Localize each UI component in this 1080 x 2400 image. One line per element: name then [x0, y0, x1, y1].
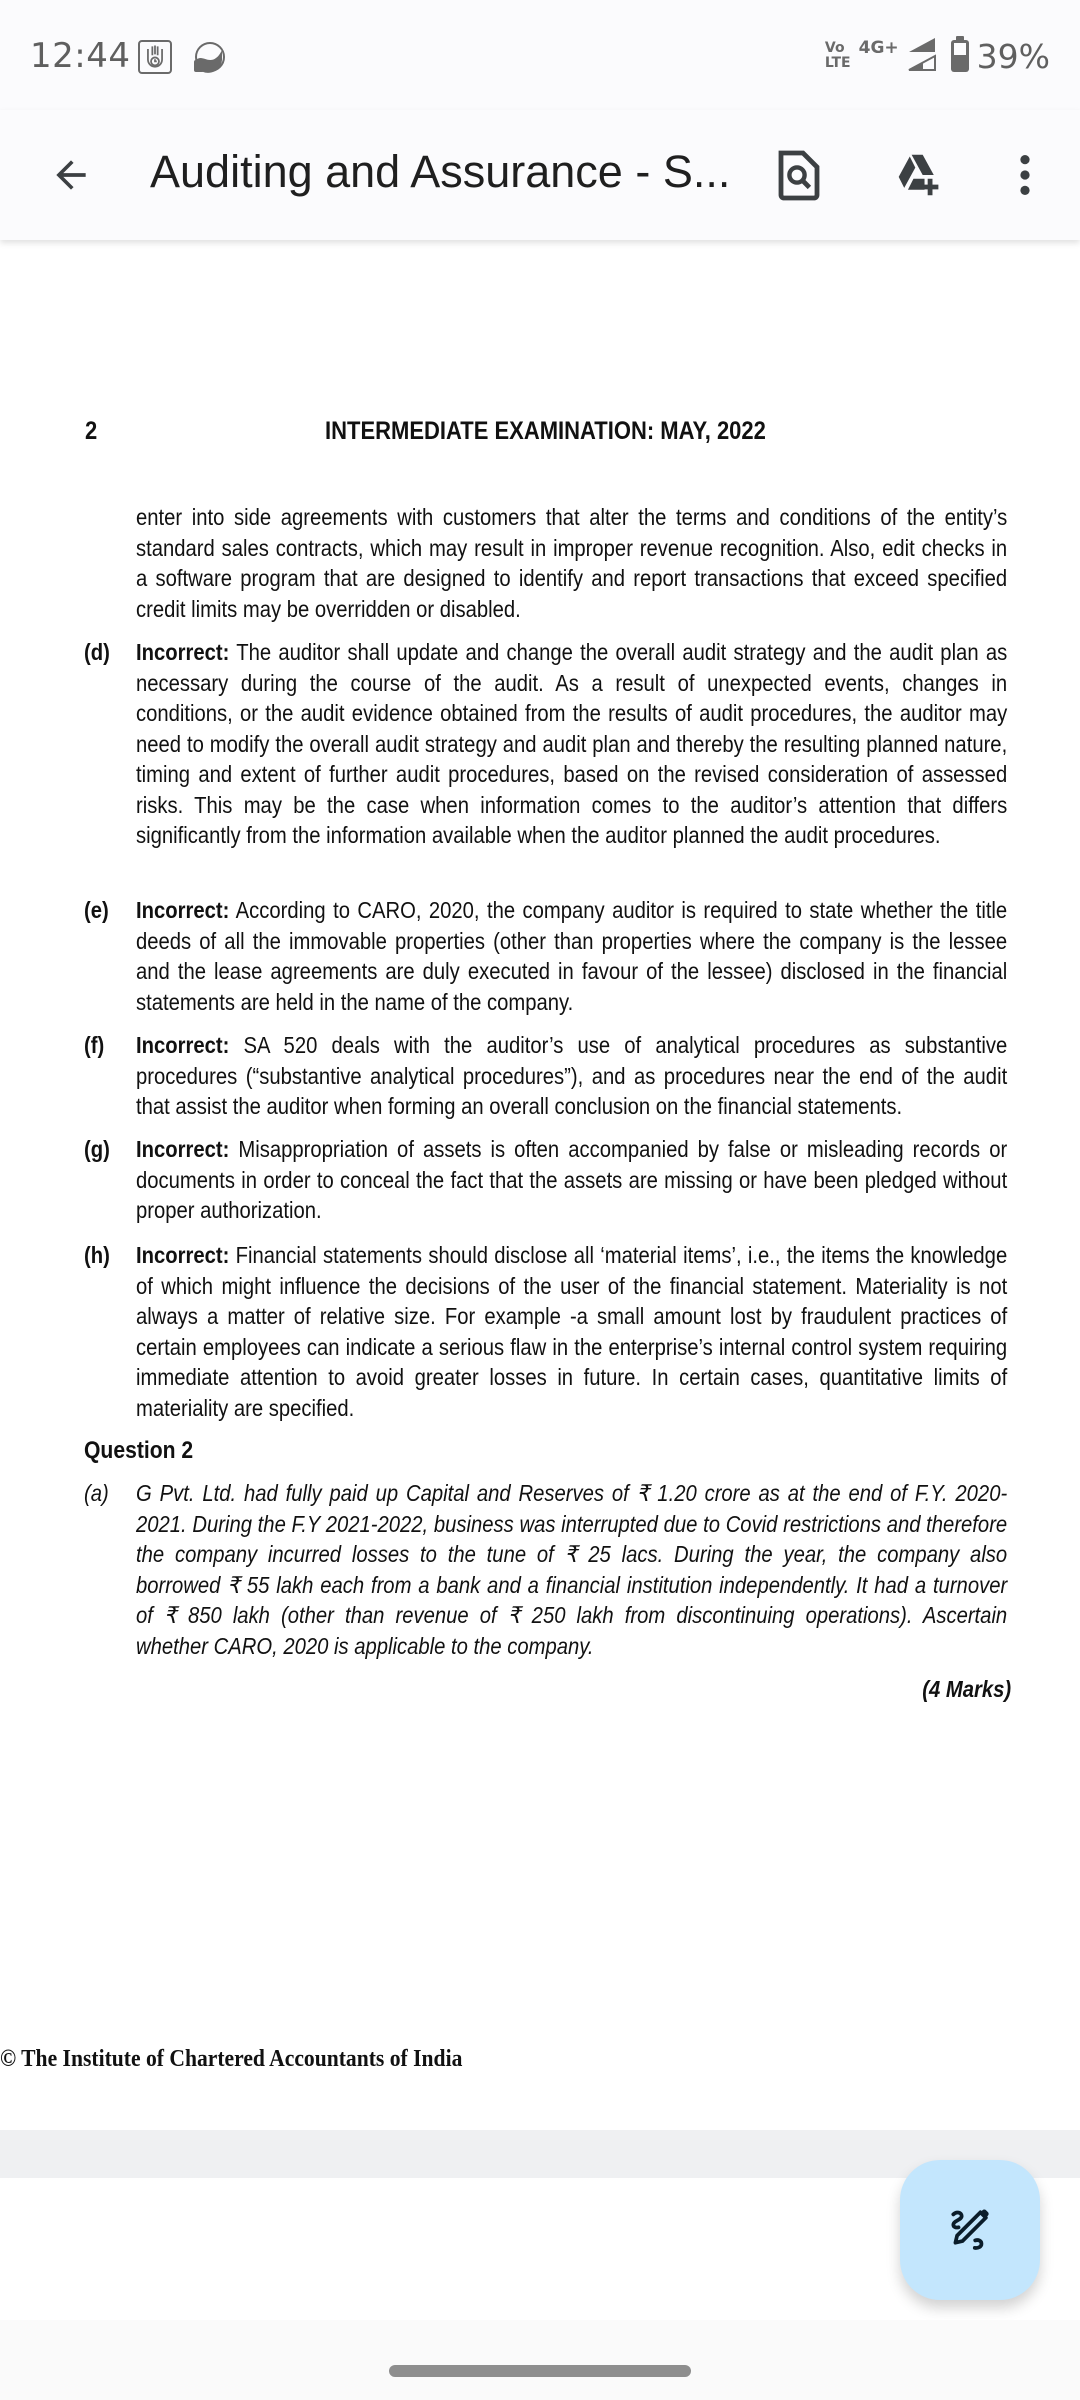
battery-icon [951, 40, 969, 72]
continuation-paragraph: enter into side agreements with customers that alter the terms and conditions of the entity’s standard sales contracts, which may result in improper revenue recognition. Also, edit checks in a software program that are designed to identify and report transactions that exceed specified credit limits may be overridden or disabled. [136, 504, 1008, 622]
item-label-e: (e) [84, 897, 109, 923]
verdict: Incorrect: [136, 1242, 230, 1268]
add-to-drive-icon [895, 149, 943, 201]
status-right-icons [825, 34, 1050, 78]
answer-text: According to CARO, 2020, the company auditor is required to state whether the title deeds of all the immovable properties (other than properties where the company is the lessee and the lease agreements are duly executed in favour of the lessee) disclosed in the financial statements are held in the name of the company. [136, 897, 1008, 1015]
answer-text: The auditor shall update and change the overall audit strategy and the audit plan as necessary during the course of the audit. As a result of unexpected events, changes in conditions, or the audit evidence obtained from the results of audit procedures, the auditor may need to modify the overall audit strategy and audit plan and thereby the resulting planned nature, timing and extent of further audit procedures, based on the revised consideration of assessed risks. This may be the case when information comes to the auditor’s attention that differs significantly from the information available when the auditor planned the audit procedures. [136, 639, 1008, 848]
volte-bottom: LTE [824, 55, 851, 71]
page-header: INTERMEDIATE EXAMINATION: MAY, 2022 [325, 417, 766, 445]
game-mode-icon [192, 40, 226, 74]
signal-strength-icon [907, 36, 937, 77]
volte-indicator [825, 41, 851, 71]
question-title: Question 2 [84, 1437, 194, 1464]
answer-text: Misappropriation of assets is often accompanied by false or misleading records or documents in order to conceal the fact that the assets are missing or have been pledged without proper authorization. [136, 1136, 1008, 1223]
page-number: 2 [85, 417, 98, 445]
answer-item-g [136, 1134, 1007, 1226]
battery-percent: 39% [976, 36, 1050, 76]
status-time: 12:44 [30, 36, 131, 76]
verdict: Incorrect: [136, 897, 230, 923]
answer-item-f [136, 1030, 1007, 1122]
pdf-page[interactable] [0, 240, 1080, 2130]
item-label-h: (h) [84, 1242, 110, 1268]
item-label-f: (f) [84, 1032, 105, 1058]
answer-text: SA 520 deals with the auditor’s use of analytical procedures as substantive procedures (“substantive analytical procedures”), and as procedures near the end of the audit that assist the auditor when forming an overall conclusion on the financial statements. [136, 1032, 1008, 1119]
digital-wellbeing-icon [138, 40, 172, 74]
question-label-a: (a) [84, 1480, 109, 1506]
question-marks: (4 Marks) [922, 1676, 1012, 1702]
verdict: Incorrect: [136, 1136, 230, 1162]
document-title: Auditing and Assurance - S... [150, 146, 731, 197]
verdict: Incorrect: [136, 1032, 230, 1058]
verdict: Incorrect: [136, 639, 230, 665]
item-label-g: (g) [84, 1136, 110, 1162]
copyright-footer: © The Institute of Chartered Accountants of India [0, 2046, 463, 2072]
arrow-back-icon [49, 153, 93, 197]
answer-text: Financial statements should disclose all ‘material items’, i.e., the items the knowledge of which might influence the decisions of the user of the financial statement. Materiality is not always a matter of relative size. For example -a small amount lost by fraudulent practices of certain employees can indicate a serious flaw in the enterprise’s internal control system requiring immediate attention to avoid greater losses in future. In certain cases, quantitative limits of materiality are specified. [136, 1242, 1008, 1421]
annotate-pen-icon [945, 2205, 995, 2255]
navigation-bar [0, 2320, 1080, 2400]
more-options-button[interactable] [990, 140, 1060, 210]
answer-item-h [136, 1240, 1007, 1423]
network-type: 4G+ [858, 38, 899, 58]
volte-top: Vo [824, 40, 845, 56]
find-in-document-icon [775, 149, 823, 201]
home-gesture-handle[interactable] [389, 2365, 691, 2377]
more-options-icon [1018, 151, 1032, 199]
status-bar [0, 0, 1080, 110]
back-button[interactable] [40, 144, 102, 206]
add-to-drive-button[interactable] [884, 140, 954, 210]
app-bar [0, 110, 1080, 240]
annotate-fab-button[interactable] [900, 2160, 1040, 2300]
answer-item-e [136, 895, 1007, 1017]
find-in-document-button[interactable] [764, 140, 834, 210]
answer-item-d [136, 637, 1007, 851]
item-label-d: (d) [84, 639, 110, 665]
question-text-a: G Pvt. Ltd. had fully paid up Capital and Reserves of ₹ 1.20 crore as at the end of F.Y. 2020-2021. During the F.Y 2021-2022, business was interrupted due to Covid restrictions and therefore the company incurred losses to the tune of ₹ 25 lacs. During the year, the company also borrowed ₹ 55 lakh each from a bank and a financial institution independently. It had a turnover of ₹ 850 lakh (other than revenue of ₹ 250 lakh from discontinuing operations). Ascertain whether CARO, 2020 is applicable to the company. [136, 1480, 1008, 1659]
